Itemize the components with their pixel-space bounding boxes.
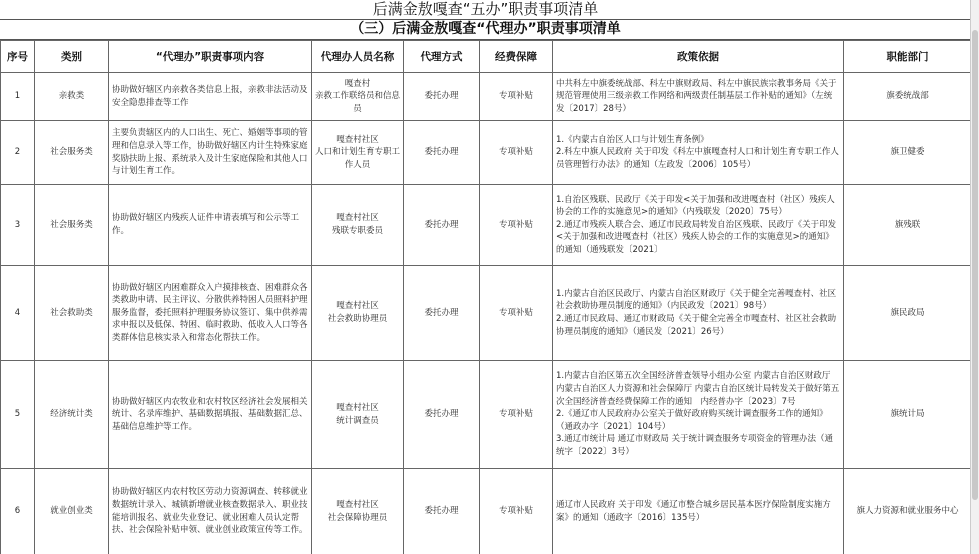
row-funding[interactable]: 专项补贴 <box>480 185 553 266</box>
row-category[interactable]: 经济统计类 <box>35 361 109 469</box>
row-policy[interactable]: 1.自治区残联、民政厅《关于印发<关于加强和改进嘎查村（社区）残疾人协会的工作的实施意见>的通知》（内残联发〔2020〕75号） 2.通辽市残疾人联合会、通辽市民政局转发自治区残联、民政厅《关于印发<关于加强和改进嘎查村（社区）残疾人协会的工作的实施意见>的通知》的通知（通残联发〔2021〕 <box>553 185 844 266</box>
row-category[interactable]: 亲救类 <box>35 73 109 121</box>
header-method[interactable]: 代理方式 <box>404 41 480 73</box>
row-dept[interactable]: 旗民政局 <box>844 266 972 361</box>
row-method[interactable]: 委托办理 <box>404 185 480 266</box>
row-funding[interactable]: 专项补贴 <box>480 361 553 469</box>
row-category[interactable]: 社会救助类 <box>35 266 109 361</box>
row-policy[interactable]: 1.内蒙古自治区第五次全国经济普查领导小组办公室 内蒙古自治区财政厅 内蒙古自治区人力资源和社会保障厅 内蒙古自治区统计局转发关于做好第五次全国经济普查经费保障工作的通知 内经普办字〔2023〕7号 2.《通辽市人民政府办公室关于做好政府购买统计调查服务工作的通知》（通政办字〔2021〕104号） 3.通辽市统计局 通辽市财政局 关于统计调查服务专项资金的管理办法（通统字〔2022〕3号） <box>553 361 844 469</box>
row-dept[interactable]: 旗卫健委 <box>844 121 972 185</box>
row-number[interactable]: 6 <box>1 469 35 554</box>
table-row <box>1 469 972 554</box>
row-person[interactable]: 嘎查村社区 社会救助协理员 <box>312 266 404 361</box>
row-content[interactable]: 协助做好辖区内农村牧区劳动力资源调查、转移就业数据统计录入、城镇新增就业核查数据录入、职业技能培训报名、就业失业登记、就业困难人员认定帮扶、社会保险补贴申领、就业创业政策宣传等工作。 <box>109 469 312 554</box>
row-number[interactable]: 2 <box>1 121 35 185</box>
header-funding[interactable]: 经费保障 <box>480 41 553 73</box>
row-content[interactable]: 协助做好辖区内残疾人证件申请表填写和公示等工作。 <box>109 185 312 266</box>
row-content[interactable]: 主要负责辖区内的人口出生、死亡、婚姻等事项的管理和信息录入等工作，协助做好辖区内计生特殊家庭奖励扶助上报、系统录入及计生家庭保险和其他人口与计划生育工作。 <box>109 121 312 185</box>
scrollbar-thumb[interactable] <box>972 30 978 500</box>
row-content[interactable]: 协助做好辖区内亲救各类信息上报，亲救非法活动及安全隐患排查等工作 <box>109 73 312 121</box>
table-body <box>1 73 972 554</box>
table-row <box>1 121 972 185</box>
table-row <box>1 361 972 469</box>
header-content[interactable]: “代理办”职责事项内容 <box>109 41 312 73</box>
header-person[interactable]: 代理办人员名称 <box>312 41 404 73</box>
sheet-subtitle: （三）后满金敖嘎查“代理办”职责事项清单 <box>0 20 971 40</box>
row-number[interactable]: 3 <box>1 185 35 266</box>
row-person[interactable]: 嘎查村社区 社会保障协理员 <box>312 469 404 554</box>
row-funding[interactable]: 专项补贴 <box>480 73 553 121</box>
row-policy[interactable]: 1.内蒙古自治区民政厅、内蒙古自治区财政厅《关于健全完善嘎查村、社区社会救助协理员制度的通知》（内民政发〔2021〕98号） 2.通辽市民政局、通辽市财政局《关于健全完善全市嘎查村、社区社会救助协理员制度的通知》（通民发〔2021〕26号） <box>553 266 844 361</box>
row-content[interactable]: 协助做好辖区内困难群众入户摸排核查、困难群众各类救助申请、民主评议、分散供养特困人员照料护理服务监督，委托照料护理服务协议签订、集中供养需求申报以及低保、特困、临时救助、低收入人口等各类群体信息核实录入和常态化帮扶工作。 <box>109 266 312 361</box>
row-person[interactable]: 嘎查村 亲救工作联络员和信息员 <box>312 73 404 121</box>
header-dept[interactable]: 职能部门 <box>844 41 972 73</box>
row-method[interactable]: 委托办理 <box>404 469 480 554</box>
row-funding[interactable]: 专项补贴 <box>480 266 553 361</box>
header-row <box>1 41 972 73</box>
table-row <box>1 185 972 266</box>
row-person[interactable]: 嘎查村社区 残联专职委员 <box>312 185 404 266</box>
table-row <box>1 73 972 121</box>
row-dept[interactable]: 旗残联 <box>844 185 972 266</box>
row-policy[interactable]: 中共科左中旗委统战部、科左中旗财政局、科左中旗民族宗教事务局《关于规范管理使用三级亲救工作网络和两级责任制基层工作补贴的通知》（左统发〔2017〕28号） <box>553 73 844 121</box>
row-dept[interactable]: 旗委统战部 <box>844 73 972 121</box>
row-method[interactable]: 委托办理 <box>404 361 480 469</box>
row-dept[interactable]: 旗人力资源和就业服务中心 <box>844 469 972 554</box>
row-policy[interactable]: 通辽市人民政府 关于印发《通辽市整合城乡居民基本医疗保险制度实施方案》的通知（通政字〔2016〕135号） <box>553 469 844 554</box>
row-person[interactable]: 嘎查村社区 统计调查员 <box>312 361 404 469</box>
row-category[interactable]: 社会服务类 <box>35 121 109 185</box>
row-number[interactable]: 4 <box>1 266 35 361</box>
row-dept[interactable]: 旗统计局 <box>844 361 972 469</box>
row-method[interactable]: 委托办理 <box>404 266 480 361</box>
row-person[interactable]: 嘎查村社区 人口和计划生育专职工作人员 <box>312 121 404 185</box>
row-funding[interactable]: 专项补贴 <box>480 121 553 185</box>
row-category[interactable]: 社会服务类 <box>35 185 109 266</box>
vertical-scrollbar[interactable] <box>970 0 979 554</box>
sheet-title: 后满金敖嘎查“五办”职责事项清单 <box>0 0 971 20</box>
row-content[interactable]: 协助做好辖区内农牧业和农村牧区经济社会发展相关统计、名录库维护、基础数据填报、基础数据汇总、基础信息维护等工作。 <box>109 361 312 469</box>
row-number[interactable]: 1 <box>1 73 35 121</box>
row-funding[interactable]: 专项补贴 <box>480 469 553 554</box>
header-no[interactable]: 序号 <box>1 41 35 73</box>
header-policy[interactable]: 政策依据 <box>553 41 844 73</box>
row-number[interactable]: 5 <box>1 361 35 469</box>
row-category[interactable]: 就业创业类 <box>35 469 109 554</box>
row-method[interactable]: 委托办理 <box>404 73 480 121</box>
row-policy[interactable]: 1.《内蒙古自治区人口与计划生育条例》 2.科左中旗人民政府 关于印发《科左中旗嘎查村人口和计划生育专职工作人员管理暂行办法》的通知（左政发〔2006〕105号） <box>553 121 844 185</box>
duty-table <box>0 40 972 554</box>
header-category[interactable]: 类别 <box>35 41 109 73</box>
table-row <box>1 266 972 361</box>
row-method[interactable]: 委托办理 <box>404 121 480 185</box>
